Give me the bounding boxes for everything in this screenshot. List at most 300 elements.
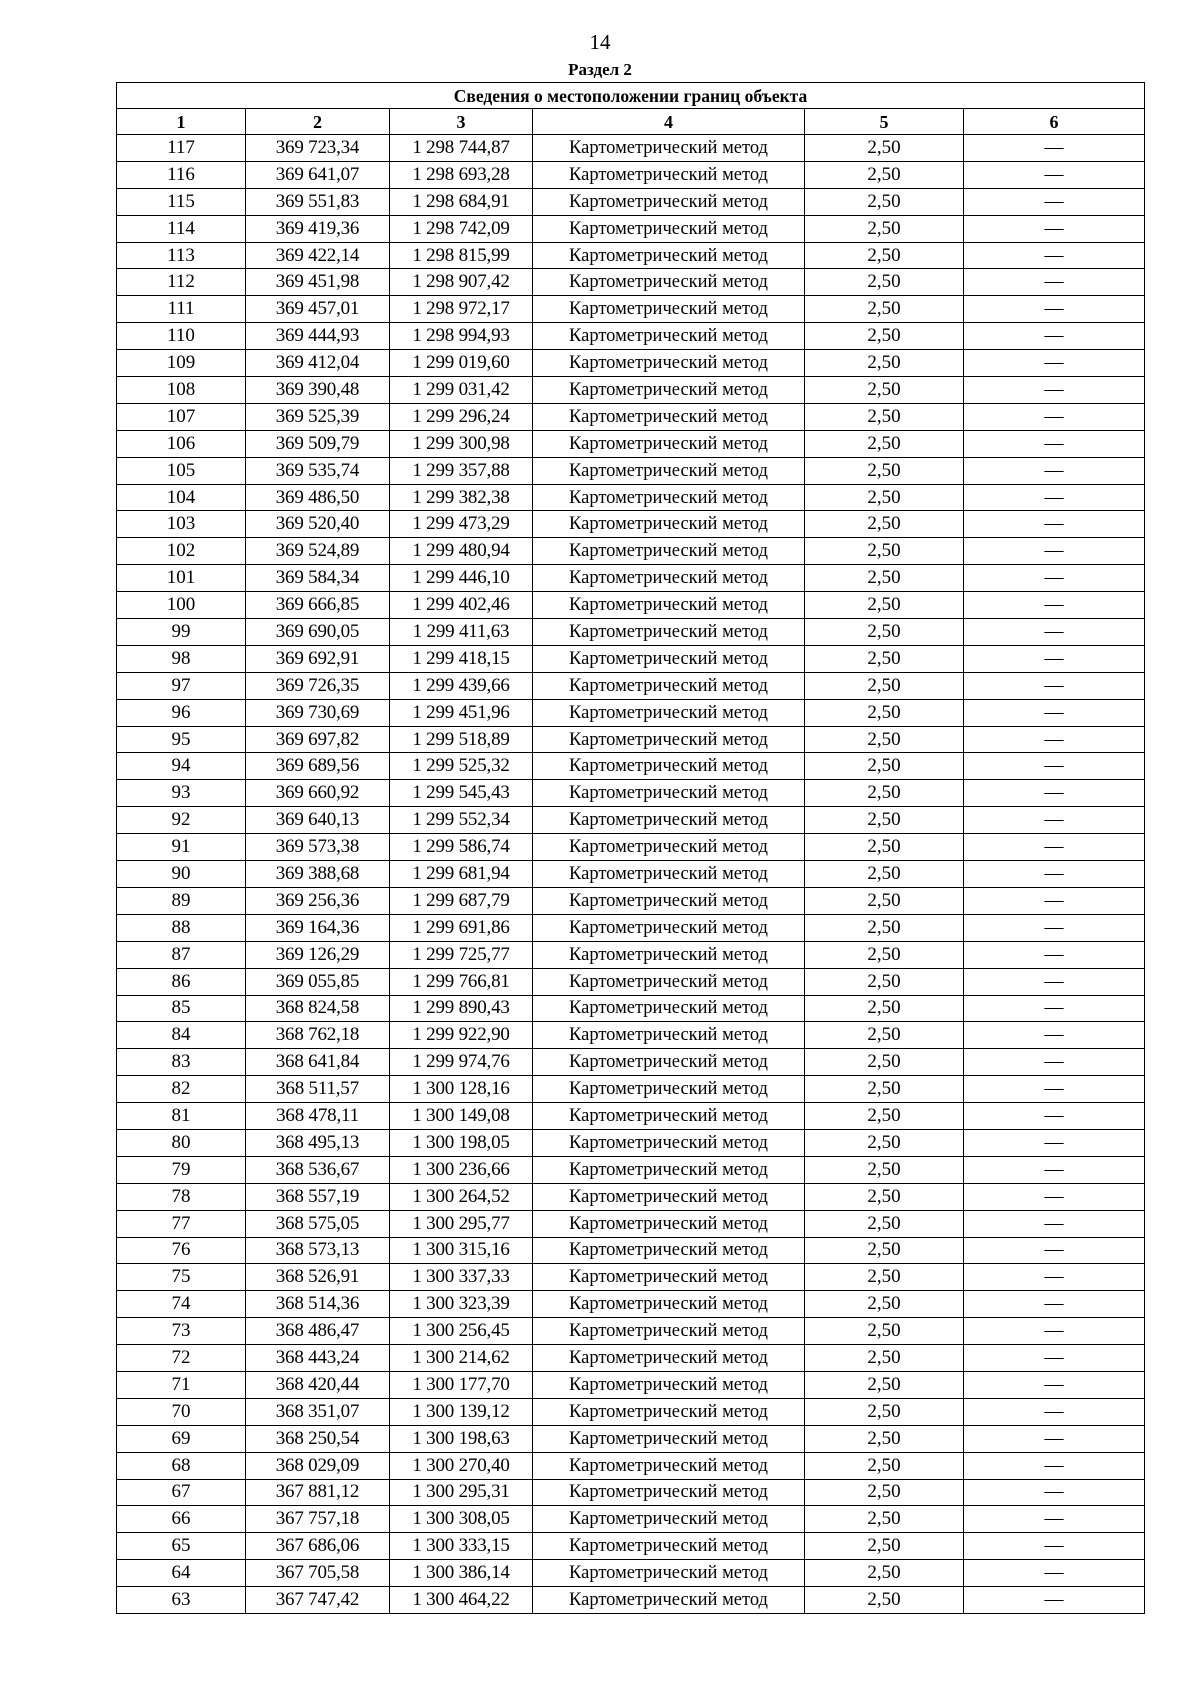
point-number-cell: 74 <box>117 1291 246 1318</box>
y-coordinate-cell: 1 298 994,93 <box>390 323 533 350</box>
column-number: 3 <box>390 109 533 135</box>
y-coordinate-cell: 1 299 357,88 <box>390 457 533 484</box>
description-cell: — <box>964 1049 1145 1076</box>
y-coordinate-cell: 1 299 480,94 <box>390 538 533 565</box>
table-row <box>117 1533 1145 1560</box>
x-coordinate-cell: 369 126,29 <box>246 941 390 968</box>
point-number-cell: 77 <box>117 1210 246 1237</box>
accuracy-cell: 2,50 <box>805 1237 964 1264</box>
table-row <box>117 1076 1145 1103</box>
point-number-cell: 107 <box>117 403 246 430</box>
method-cell: Картометрический метод <box>533 968 805 995</box>
y-coordinate-cell: 1 300 264,52 <box>390 1183 533 1210</box>
y-coordinate-cell: 1 300 149,08 <box>390 1103 533 1130</box>
table-row <box>117 296 1145 323</box>
point-number-cell: 68 <box>117 1452 246 1479</box>
accuracy-cell: 2,50 <box>805 1183 964 1210</box>
point-number-cell: 106 <box>117 430 246 457</box>
method-cell: Картометрический метод <box>533 645 805 672</box>
y-coordinate-cell: 1 300 315,16 <box>390 1237 533 1264</box>
accuracy-cell: 2,50 <box>805 1398 964 1425</box>
description-cell: — <box>964 1183 1145 1210</box>
method-cell: Картометрический метод <box>533 565 805 592</box>
point-number-cell: 96 <box>117 699 246 726</box>
table-row <box>117 941 1145 968</box>
description-cell: — <box>964 1156 1145 1183</box>
accuracy-cell: 2,50 <box>805 296 964 323</box>
accuracy-cell: 2,50 <box>805 1452 964 1479</box>
column-number: 6 <box>964 109 1145 135</box>
description-cell: — <box>964 1371 1145 1398</box>
y-coordinate-cell: 1 299 411,63 <box>390 619 533 646</box>
x-coordinate-cell: 369 573,38 <box>246 834 390 861</box>
table-row <box>117 1156 1145 1183</box>
point-number-cell: 75 <box>117 1264 246 1291</box>
column-number-row <box>117 109 1145 135</box>
method-cell: Картометрический метод <box>533 1587 805 1614</box>
boundary-coordinates-table <box>116 82 1145 1614</box>
description-cell: — <box>964 619 1145 646</box>
x-coordinate-cell: 369 697,82 <box>246 726 390 753</box>
table-row <box>117 161 1145 188</box>
table-row <box>117 188 1145 215</box>
y-coordinate-cell: 1 299 766,81 <box>390 968 533 995</box>
y-coordinate-cell: 1 299 296,24 <box>390 403 533 430</box>
description-cell: — <box>964 968 1145 995</box>
point-number-cell: 117 <box>117 135 246 162</box>
accuracy-cell: 2,50 <box>805 242 964 269</box>
point-number-cell: 91 <box>117 834 246 861</box>
accuracy-cell: 2,50 <box>805 484 964 511</box>
y-coordinate-cell: 1 300 236,66 <box>390 1156 533 1183</box>
y-coordinate-cell: 1 299 890,43 <box>390 995 533 1022</box>
y-coordinate-cell: 1 299 019,60 <box>390 350 533 377</box>
method-cell: Картометрический метод <box>533 995 805 1022</box>
description-cell: — <box>964 511 1145 538</box>
accuracy-cell: 2,50 <box>805 377 964 404</box>
y-coordinate-cell: 1 299 473,29 <box>390 511 533 538</box>
description-cell: — <box>964 807 1145 834</box>
x-coordinate-cell: 369 525,39 <box>246 403 390 430</box>
table-row <box>117 1425 1145 1452</box>
description-cell: — <box>964 161 1145 188</box>
accuracy-cell: 2,50 <box>805 1049 964 1076</box>
point-number-cell: 67 <box>117 1479 246 1506</box>
table-row <box>117 403 1145 430</box>
table-row <box>117 1237 1145 1264</box>
x-coordinate-cell: 367 705,58 <box>246 1560 390 1587</box>
x-coordinate-cell: 369 457,01 <box>246 296 390 323</box>
y-coordinate-cell: 1 298 744,87 <box>390 135 533 162</box>
x-coordinate-cell: 369 730,69 <box>246 699 390 726</box>
method-cell: Картометрический метод <box>533 1318 805 1345</box>
table-row <box>117 995 1145 1022</box>
accuracy-cell: 2,50 <box>805 161 964 188</box>
table-row <box>117 1560 1145 1587</box>
point-number-cell: 105 <box>117 457 246 484</box>
x-coordinate-cell: 367 881,12 <box>246 1479 390 1506</box>
description-cell: — <box>964 726 1145 753</box>
accuracy-cell: 2,50 <box>805 1156 964 1183</box>
table-caption: Сведения о местоположении границ объекта <box>117 83 1145 109</box>
table-row <box>117 1183 1145 1210</box>
description-cell: — <box>964 565 1145 592</box>
table-row <box>117 780 1145 807</box>
point-number-cell: 100 <box>117 592 246 619</box>
x-coordinate-cell: 367 686,06 <box>246 1533 390 1560</box>
method-cell: Картометрический метод <box>533 538 805 565</box>
accuracy-cell: 2,50 <box>805 1479 964 1506</box>
table-row <box>117 726 1145 753</box>
accuracy-cell: 2,50 <box>805 1318 964 1345</box>
x-coordinate-cell: 369 444,93 <box>246 323 390 350</box>
method-cell: Картометрический метод <box>533 430 805 457</box>
page-number: 14 <box>589 30 611 54</box>
table-row <box>117 1049 1145 1076</box>
point-number-cell: 90 <box>117 861 246 888</box>
method-cell: Картометрический метод <box>533 1345 805 1372</box>
table-row <box>117 1264 1145 1291</box>
y-coordinate-cell: 1 299 525,32 <box>390 753 533 780</box>
description-cell: — <box>964 484 1145 511</box>
description-cell: — <box>964 1587 1145 1614</box>
y-coordinate-cell: 1 299 922,90 <box>390 1022 533 1049</box>
description-cell: — <box>964 457 1145 484</box>
accuracy-cell: 2,50 <box>805 188 964 215</box>
x-coordinate-cell: 369 640,13 <box>246 807 390 834</box>
description-cell: — <box>964 242 1145 269</box>
description-cell: — <box>964 1210 1145 1237</box>
table-row <box>117 968 1145 995</box>
y-coordinate-cell: 1 299 418,15 <box>390 645 533 672</box>
x-coordinate-cell: 369 486,50 <box>246 484 390 511</box>
y-coordinate-cell: 1 299 586,74 <box>390 834 533 861</box>
y-coordinate-cell: 1 299 382,38 <box>390 484 533 511</box>
x-coordinate-cell: 368 536,67 <box>246 1156 390 1183</box>
y-coordinate-cell: 1 300 323,39 <box>390 1291 533 1318</box>
y-coordinate-cell: 1 299 545,43 <box>390 780 533 807</box>
x-coordinate-cell: 369 723,34 <box>246 135 390 162</box>
method-cell: Картометрический метод <box>533 1479 805 1506</box>
table-row <box>117 538 1145 565</box>
point-number-cell: 89 <box>117 887 246 914</box>
method-cell: Картометрический метод <box>533 511 805 538</box>
y-coordinate-cell: 1 300 128,16 <box>390 1076 533 1103</box>
y-coordinate-cell: 1 300 295,31 <box>390 1479 533 1506</box>
point-number-cell: 98 <box>117 645 246 672</box>
method-cell: Картометрический метод <box>533 1533 805 1560</box>
method-cell: Картометрический метод <box>533 242 805 269</box>
y-coordinate-cell: 1 300 177,70 <box>390 1371 533 1398</box>
x-coordinate-cell: 369 451,98 <box>246 269 390 296</box>
y-coordinate-cell: 1 300 198,63 <box>390 1425 533 1452</box>
x-coordinate-cell: 368 526,91 <box>246 1264 390 1291</box>
description-cell: — <box>964 887 1145 914</box>
description-cell: — <box>964 1129 1145 1156</box>
x-coordinate-cell: 368 478,11 <box>246 1103 390 1130</box>
method-cell: Картометрический метод <box>533 1506 805 1533</box>
point-number-cell: 85 <box>117 995 246 1022</box>
x-coordinate-cell: 369 726,35 <box>246 672 390 699</box>
method-cell: Картометрический метод <box>533 1425 805 1452</box>
point-number-cell: 80 <box>117 1129 246 1156</box>
description-cell: — <box>964 1425 1145 1452</box>
x-coordinate-cell: 368 443,24 <box>246 1345 390 1372</box>
y-coordinate-cell: 1 298 815,99 <box>390 242 533 269</box>
description-cell: — <box>964 645 1145 672</box>
x-coordinate-cell: 368 420,44 <box>246 1371 390 1398</box>
description-cell: — <box>964 296 1145 323</box>
y-coordinate-cell: 1 300 198,05 <box>390 1129 533 1156</box>
accuracy-cell: 2,50 <box>805 834 964 861</box>
y-coordinate-cell: 1 300 386,14 <box>390 1560 533 1587</box>
table-row <box>117 269 1145 296</box>
y-coordinate-cell: 1 300 214,62 <box>390 1345 533 1372</box>
point-number-cell: 108 <box>117 377 246 404</box>
point-number-cell: 70 <box>117 1398 246 1425</box>
description-cell: — <box>964 1398 1145 1425</box>
x-coordinate-cell: 369 520,40 <box>246 511 390 538</box>
point-number-cell: 87 <box>117 941 246 968</box>
description-cell: — <box>964 1022 1145 1049</box>
description-cell: — <box>964 1452 1145 1479</box>
x-coordinate-cell: 369 689,56 <box>246 753 390 780</box>
table-row <box>117 1129 1145 1156</box>
y-coordinate-cell: 1 299 439,66 <box>390 672 533 699</box>
column-number: 4 <box>533 109 805 135</box>
x-coordinate-cell: 368 514,36 <box>246 1291 390 1318</box>
table-row <box>117 1318 1145 1345</box>
y-coordinate-cell: 1 300 256,45 <box>390 1318 533 1345</box>
point-number-cell: 93 <box>117 780 246 807</box>
y-coordinate-cell: 1 299 725,77 <box>390 941 533 968</box>
description-cell: — <box>964 188 1145 215</box>
accuracy-cell: 2,50 <box>805 1506 964 1533</box>
table-row <box>117 672 1145 699</box>
point-number-cell: 114 <box>117 215 246 242</box>
x-coordinate-cell: 369 535,74 <box>246 457 390 484</box>
x-coordinate-cell: 369 164,36 <box>246 914 390 941</box>
y-coordinate-cell: 1 299 300,98 <box>390 430 533 457</box>
y-coordinate-cell: 1 300 464,22 <box>390 1587 533 1614</box>
accuracy-cell: 2,50 <box>805 565 964 592</box>
description-cell: — <box>964 1345 1145 1372</box>
x-coordinate-cell: 369 509,79 <box>246 430 390 457</box>
accuracy-cell: 2,50 <box>805 323 964 350</box>
table-row <box>117 1587 1145 1614</box>
accuracy-cell: 2,50 <box>805 1291 964 1318</box>
point-number-cell: 88 <box>117 914 246 941</box>
accuracy-cell: 2,50 <box>805 753 964 780</box>
point-number-cell: 112 <box>117 269 246 296</box>
point-number-cell: 71 <box>117 1371 246 1398</box>
table-row <box>117 565 1145 592</box>
description-cell: — <box>964 1318 1145 1345</box>
x-coordinate-cell: 368 573,13 <box>246 1237 390 1264</box>
method-cell: Картометрический метод <box>533 1076 805 1103</box>
method-cell: Картометрический метод <box>533 323 805 350</box>
method-cell: Картометрический метод <box>533 807 805 834</box>
x-coordinate-cell: 369 388,68 <box>246 861 390 888</box>
description-cell: — <box>964 269 1145 296</box>
method-cell: Картометрический метод <box>533 726 805 753</box>
description-cell: — <box>964 699 1145 726</box>
method-cell: Картометрический метод <box>533 269 805 296</box>
point-number-cell: 99 <box>117 619 246 646</box>
method-cell: Картометрический метод <box>533 135 805 162</box>
description-cell: — <box>964 753 1145 780</box>
y-coordinate-cell: 1 298 907,42 <box>390 269 533 296</box>
table-row <box>117 1506 1145 1533</box>
description-cell: — <box>964 941 1145 968</box>
x-coordinate-cell: 368 762,18 <box>246 1022 390 1049</box>
y-coordinate-cell: 1 299 446,10 <box>390 565 533 592</box>
point-number-cell: 97 <box>117 672 246 699</box>
method-cell: Картометрический метод <box>533 161 805 188</box>
accuracy-cell: 2,50 <box>805 430 964 457</box>
accuracy-cell: 2,50 <box>805 1533 964 1560</box>
table-row <box>117 914 1145 941</box>
table-row <box>117 1345 1145 1372</box>
description-cell: — <box>964 350 1145 377</box>
point-number-cell: 82 <box>117 1076 246 1103</box>
y-coordinate-cell: 1 299 402,46 <box>390 592 533 619</box>
y-coordinate-cell: 1 299 974,76 <box>390 1049 533 1076</box>
x-coordinate-cell: 368 824,58 <box>246 995 390 1022</box>
x-coordinate-cell: 368 557,19 <box>246 1183 390 1210</box>
table-row <box>117 807 1145 834</box>
accuracy-cell: 2,50 <box>805 457 964 484</box>
x-coordinate-cell: 369 256,36 <box>246 887 390 914</box>
accuracy-cell: 2,50 <box>805 215 964 242</box>
description-cell: — <box>964 403 1145 430</box>
y-coordinate-cell: 1 298 693,28 <box>390 161 533 188</box>
point-number-cell: 103 <box>117 511 246 538</box>
method-cell: Картометрический метод <box>533 672 805 699</box>
description-cell: — <box>964 861 1145 888</box>
point-number-cell: 66 <box>117 1506 246 1533</box>
point-number-cell: 69 <box>117 1425 246 1452</box>
description-cell: — <box>964 1103 1145 1130</box>
point-number-cell: 111 <box>117 296 246 323</box>
column-number: 1 <box>117 109 246 135</box>
point-number-cell: 104 <box>117 484 246 511</box>
x-coordinate-cell: 368 486,47 <box>246 1318 390 1345</box>
y-coordinate-cell: 1 300 333,15 <box>390 1533 533 1560</box>
accuracy-cell: 2,50 <box>805 403 964 430</box>
point-number-cell: 78 <box>117 1183 246 1210</box>
description-cell: — <box>964 672 1145 699</box>
table-row <box>117 215 1145 242</box>
point-number-cell: 110 <box>117 323 246 350</box>
table-row <box>117 242 1145 269</box>
x-coordinate-cell: 368 641,84 <box>246 1049 390 1076</box>
x-coordinate-cell: 369 419,36 <box>246 215 390 242</box>
x-coordinate-cell: 369 390,48 <box>246 377 390 404</box>
point-number-cell: 95 <box>117 726 246 753</box>
method-cell: Картометрический метод <box>533 1398 805 1425</box>
accuracy-cell: 2,50 <box>805 135 964 162</box>
table-row <box>117 1210 1145 1237</box>
column-number: 5 <box>805 109 964 135</box>
table-row <box>117 1452 1145 1479</box>
point-number-cell: 113 <box>117 242 246 269</box>
point-number-cell: 84 <box>117 1022 246 1049</box>
method-cell: Картометрический метод <box>533 1560 805 1587</box>
point-number-cell: 64 <box>117 1560 246 1587</box>
method-cell: Картометрический метод <box>533 780 805 807</box>
y-coordinate-cell: 1 300 139,12 <box>390 1398 533 1425</box>
accuracy-cell: 2,50 <box>805 1210 964 1237</box>
table-row <box>117 457 1145 484</box>
y-coordinate-cell: 1 299 451,96 <box>390 699 533 726</box>
table-body <box>117 135 1145 1614</box>
accuracy-cell: 2,50 <box>805 592 964 619</box>
accuracy-cell: 2,50 <box>805 1264 964 1291</box>
description-cell: — <box>964 834 1145 861</box>
method-cell: Картометрический метод <box>533 350 805 377</box>
method-cell: Картометрический метод <box>533 1452 805 1479</box>
y-coordinate-cell: 1 298 972,17 <box>390 296 533 323</box>
accuracy-cell: 2,50 <box>805 995 964 1022</box>
method-cell: Картометрический метод <box>533 457 805 484</box>
method-cell: Картометрический метод <box>533 914 805 941</box>
method-cell: Картометрический метод <box>533 1237 805 1264</box>
x-coordinate-cell: 369 412,04 <box>246 350 390 377</box>
table-row <box>117 699 1145 726</box>
method-cell: Картометрический метод <box>533 1371 805 1398</box>
y-coordinate-cell: 1 300 308,05 <box>390 1506 533 1533</box>
x-coordinate-cell: 368 575,05 <box>246 1210 390 1237</box>
table-row <box>117 350 1145 377</box>
point-number-cell: 76 <box>117 1237 246 1264</box>
description-cell: — <box>964 135 1145 162</box>
table-row <box>117 377 1145 404</box>
method-cell: Картометрический метод <box>533 1049 805 1076</box>
x-coordinate-cell: 369 524,89 <box>246 538 390 565</box>
x-coordinate-cell: 369 690,05 <box>246 619 390 646</box>
point-number-cell: 72 <box>117 1345 246 1372</box>
method-cell: Картометрический метод <box>533 753 805 780</box>
table-row <box>117 1371 1145 1398</box>
table-row <box>117 484 1145 511</box>
method-cell: Картометрический метод <box>533 699 805 726</box>
description-cell: — <box>964 1479 1145 1506</box>
description-cell: — <box>964 430 1145 457</box>
accuracy-cell: 2,50 <box>805 968 964 995</box>
method-cell: Картометрический метод <box>533 861 805 888</box>
x-coordinate-cell: 367 757,18 <box>246 1506 390 1533</box>
method-cell: Картометрический метод <box>533 1103 805 1130</box>
x-coordinate-cell: 368 511,57 <box>246 1076 390 1103</box>
x-coordinate-cell: 368 351,07 <box>246 1398 390 1425</box>
method-cell: Картометрический метод <box>533 484 805 511</box>
method-cell: Картометрический метод <box>533 296 805 323</box>
y-coordinate-cell: 1 298 684,91 <box>390 188 533 215</box>
point-number-cell: 116 <box>117 161 246 188</box>
accuracy-cell: 2,50 <box>805 914 964 941</box>
x-coordinate-cell: 369 422,14 <box>246 242 390 269</box>
method-cell: Картометрический метод <box>533 377 805 404</box>
point-number-cell: 94 <box>117 753 246 780</box>
method-cell: Картометрический метод <box>533 1291 805 1318</box>
y-coordinate-cell: 1 299 552,34 <box>390 807 533 834</box>
table-row <box>117 887 1145 914</box>
x-coordinate-cell: 368 495,13 <box>246 1129 390 1156</box>
y-coordinate-cell: 1 300 337,33 <box>390 1264 533 1291</box>
point-number-cell: 63 <box>117 1587 246 1614</box>
accuracy-cell: 2,50 <box>805 1129 964 1156</box>
